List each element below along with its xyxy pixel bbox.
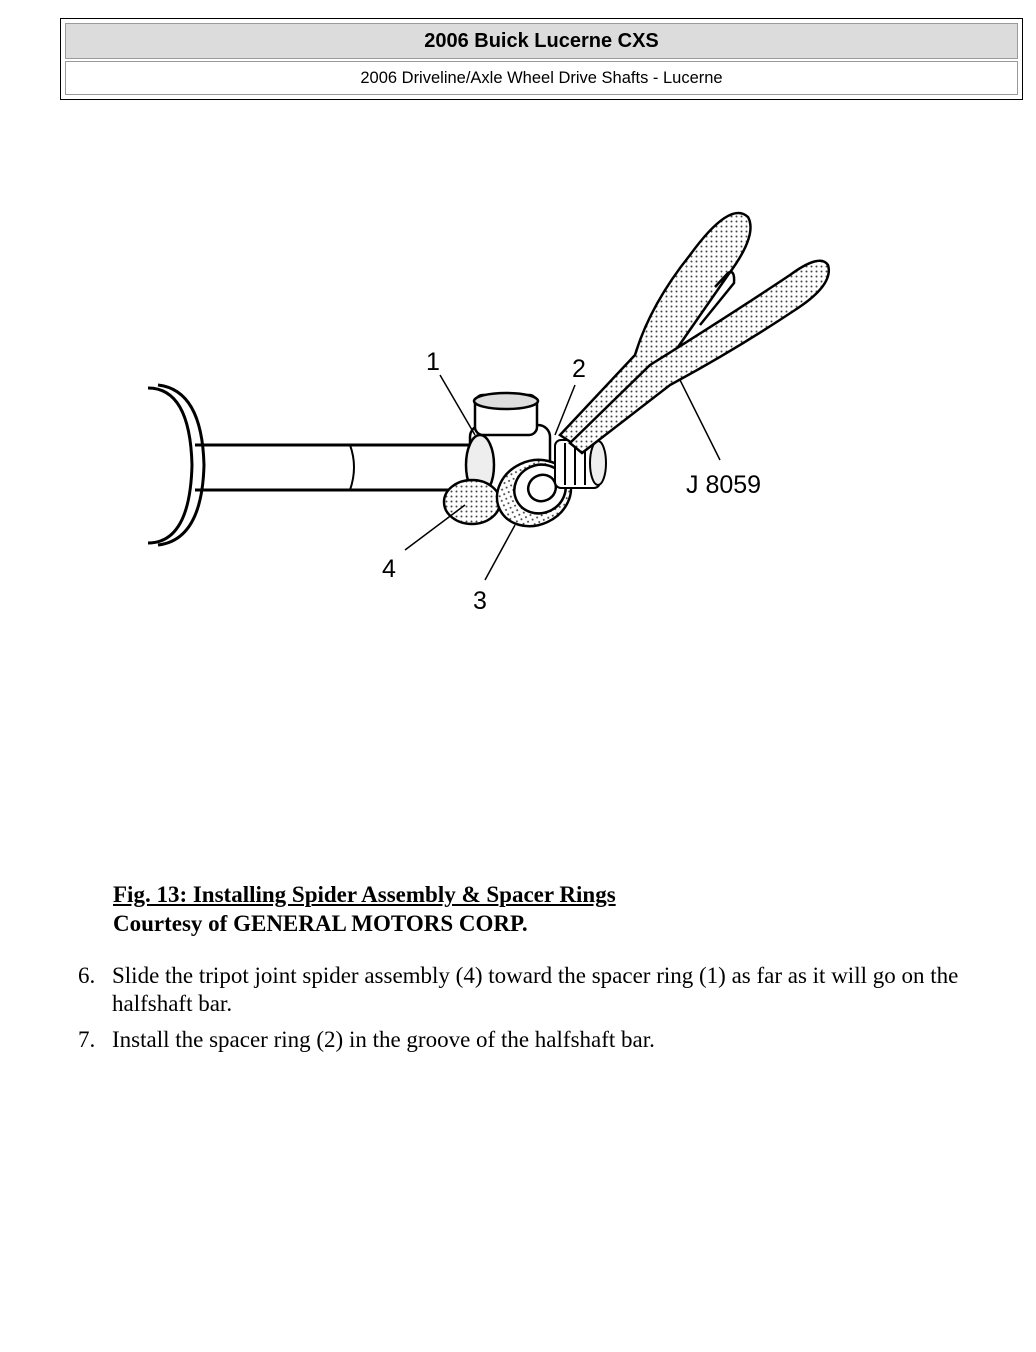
callout-4: 4: [382, 555, 396, 583]
step-text: Install the spacer ring (2) in the groove of the halfshaft bar.: [112, 1027, 655, 1052]
j8059-pliers: [560, 213, 829, 453]
list-item: [78, 1026, 1008, 1054]
list-item: [78, 962, 1008, 1018]
callout-3: 3: [473, 587, 487, 615]
figure-caption: [113, 880, 616, 938]
spider-assembly-illustration: [130, 195, 850, 625]
step-number: 7.: [78, 1027, 96, 1052]
tool-label: J 8059: [686, 471, 762, 499]
halfshaft-bar: [148, 385, 470, 545]
vehicle-title: 2006 Buick Lucerne CXS: [65, 23, 1018, 59]
step-text: Slide the tripot joint spider assembly (4) toward the spacer ring (1) as far as it will go on the halfshaft bar.: [112, 963, 959, 1016]
figure-courtesy: Courtesy of GENERAL MOTORS CORP.: [113, 911, 528, 936]
callout-1: 1: [426, 348, 440, 376]
procedure-steps: [78, 962, 1008, 1062]
callout-2: 2: [572, 355, 586, 383]
step-number: 6.: [78, 963, 96, 988]
document-header: [60, 18, 1023, 100]
section-subtitle: 2006 Driveline/Axle Wheel Drive Shafts - Lucerne: [65, 61, 1018, 95]
figure-title: Fig. 13: Installing Spider Assembly & Spacer Rings: [113, 882, 616, 907]
